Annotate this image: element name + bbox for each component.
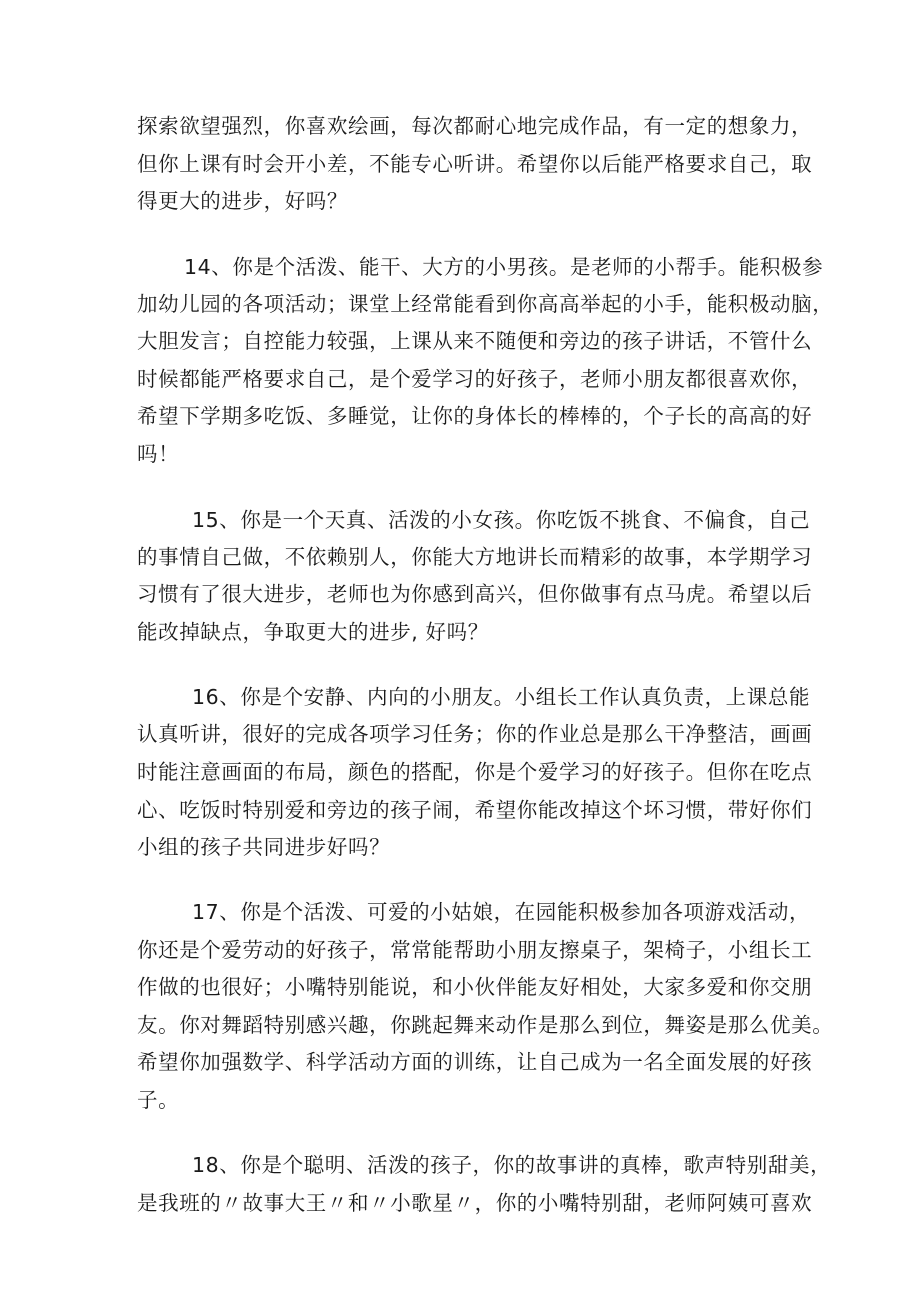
paragraph-14-line-6: 吗！ — [137, 442, 180, 466]
paragraph-17-line-1: 17、你是个活泼、可爱的小姑娘，在园能积极参加各项游戏活动， — [192, 900, 811, 924]
paragraph-14-line-2: 加幼儿园的各项活动；课堂上经常能看到你高高举起的小手，能积极动脑， — [137, 292, 834, 316]
paragraph-13-line-3: 得更大的进步，好吗？ — [137, 189, 348, 213]
paragraph-16-line-5: 小组的孩子共同进步好吗？ — [137, 835, 391, 859]
paragraph-16-line-4: 心、吃饭时特别爱和旁边的孩子闹，希望你能改掉这个坏习惯，带好你们 — [137, 798, 813, 822]
paragraph-16-line-3: 时能注意画面的布局，颜色的搭配，你是个爱学习的好孩子。但你在吃点 — [137, 760, 813, 784]
paragraph-18-line-2: 是我班的〃故事大王〃和〃小歌星〃，你的小嘴特别甜，老师阿姨可喜欢 — [137, 1191, 813, 1215]
paragraph-17-line-4: 友。你对舞蹈特别感兴趣，你跳起舞来动作是那么到位，舞姿是那么优美。 — [137, 1013, 834, 1037]
paragraph-15-line-1: 15、你是一个天真、活泼的小女孩。你吃饭不挑食、不偏食，自己 — [192, 508, 811, 532]
paragraph-14-line-4: 时候都能严格要求自己，是个爱学习的好孩子，老师小朋友都很喜欢你， — [137, 367, 813, 391]
paragraph-13-line-1: 探索欲望强烈，你喜欢绘画，每次都耐心地完成作品，有一定的想象力， — [137, 114, 813, 138]
paragraph-14-line-1: 14、你是个活泼、能干、大方的小男孩。是老师的小帮手。能积极参 — [184, 255, 824, 279]
paragraph-17-line-2: 你还是个爱劳动的好孩子，常常能帮助小朋友擦桌子，架椅子，小组长工 — [137, 938, 813, 962]
paragraph-16-line-2: 认真听讲，很好的完成各项学习任务；你的作业总是那么干净整洁，画画 — [137, 722, 813, 746]
paragraph-14-line-3: 大胆发言；自控能力较强，上课从来不随便和旁边的孩子讲话，不管什么 — [137, 329, 813, 353]
paragraph-18-line-1: 18、你是个聪明、活泼的孩子，你的故事讲的真棒，歌声特别甜美， — [192, 1153, 832, 1177]
paragraph-15-line-4: 能改掉缺点，争取更大的进步, 好吗？ — [137, 620, 489, 644]
paragraph-17-line-6: 子。 — [137, 1088, 180, 1112]
paragraph-16-line-1: 16、你是个安静、内向的小朋友。小组长工作认真负责，上课总能 — [192, 685, 811, 709]
paragraph-13-line-2: 但你上课有时会开小差，不能专心听讲。希望你以后能严格要求自己，取 — [137, 152, 813, 176]
paragraph-14-line-5: 希望下学期多吃饭、多睡觉，让你的身体长的棒棒的，个子长的高高的好 — [137, 404, 813, 428]
paragraph-17-line-5: 希望你加强数学、科学活动方面的训练，让自己成为一名全面发展的好孩 — [137, 1050, 813, 1074]
paragraph-15-line-3: 习惯有了很大进步，老师也为你感到高兴，但你做事有点马虎。希望以后 — [137, 582, 813, 606]
paragraph-17-line-3: 作做的也很好；小嘴特别能说，和小伙伴能友好相处，大家多爱和你交朋 — [137, 975, 813, 999]
paragraph-15-line-2: 的事情自己做，不依赖别人，你能大方地讲长而精彩的故事，本学期学习 — [137, 545, 813, 569]
